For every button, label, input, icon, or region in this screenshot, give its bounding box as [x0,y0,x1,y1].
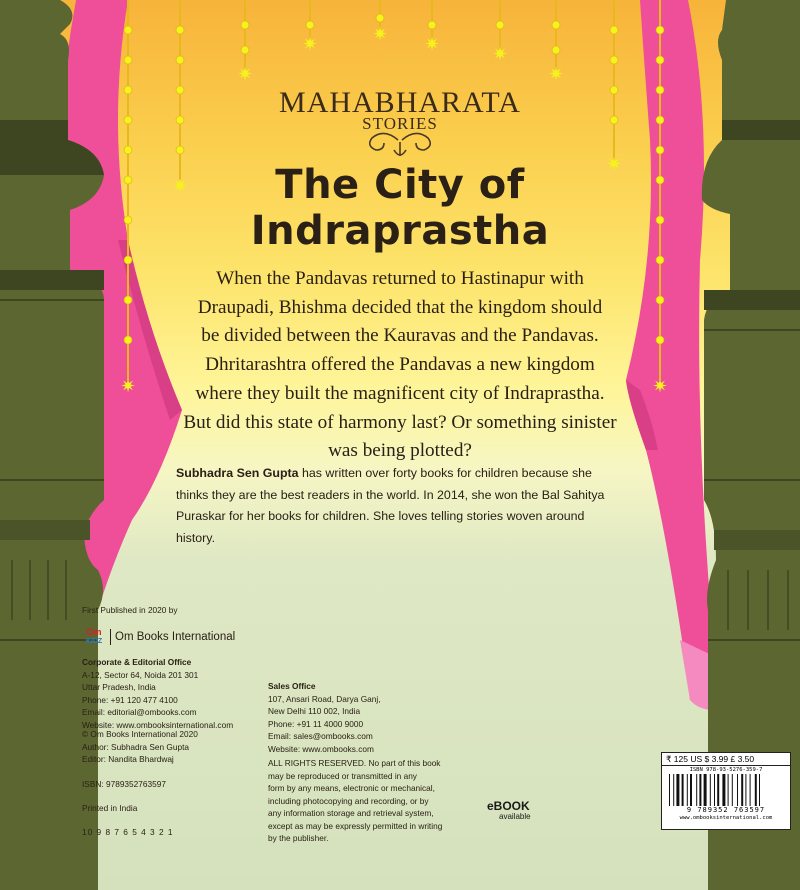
office-heading: Corporate & Editorial Office [82,657,192,667]
svg-text:✷: ✷ [548,64,564,85]
office-line: A-12, Sector 64, Noida 201 301 [82,669,199,680]
barcode-bar [745,774,746,806]
barcode-bar [673,774,674,806]
barcode-box [661,752,791,830]
barcode-bar [714,774,715,806]
author-name: Subhadra Sen Gupta [176,466,299,480]
copyright: © Om Books International 2020 [82,729,198,739]
publisher-name: Om Books International [115,631,236,643]
price-row: ₹ 125 US $ 3.99 £ 3.50 [662,753,790,766]
svg-text:✷: ✷ [237,64,253,85]
sales-office [268,680,381,755]
office-line: Website: www.ombooksinternational.com [82,719,234,730]
svg-text:✷: ✷ [424,34,440,55]
book-title-line2: Indraprastha [250,208,550,254]
barcode-bar [717,774,719,806]
barcode-bar [690,774,692,806]
blurb-line: When the Pandavas returned to Hastinapur with [216,268,584,289]
logo-kidz: KIDZ [85,638,103,645]
barcode-bar [696,774,697,806]
blurb [160,265,640,466]
rights-line: may be reproduced or transmitted in any [268,770,417,781]
series-subtitle: STORIES [362,114,438,133]
svg-text:✷: ✷ [172,176,188,197]
barcode-digits: 9 789352 763597 [686,806,766,814]
blurb-line: be divided between the Kauravas and the Pandavas. [201,325,599,347]
barcode-bar [682,774,684,806]
blurb-line: Draupadi, Bhishma decided that the kingdom should [197,296,603,318]
sales-line: New Delhi 110 002, India [268,706,361,716]
logo-divider [110,629,111,645]
svg-text:✷: ✷ [606,154,622,175]
barcode-bar [676,774,679,806]
editor-credit: Editor: Nandita Bhardwaj [82,754,174,764]
barcode-bar [759,774,760,806]
office-line: Uttar Pradesh, India [82,682,156,692]
sales-heading: Sales Office [268,681,316,691]
barcode-bar [741,774,743,806]
barcode-bar [669,774,670,806]
barcode-bar [704,774,707,806]
credits [82,728,198,766]
ornament-flourish [370,133,431,156]
publisher-logo [82,628,235,646]
blurb-line: was being plotted? [328,440,472,462]
print-run: 10 9 8 7 6 5 4 3 2 1 [82,827,174,837]
barcode-bar [750,774,751,806]
rights-line: including photocopying and recording, or by [268,795,429,806]
author-credit: Author: Subhadra Sen Gupta [82,741,190,752]
rights-line: by the publisher. [268,833,329,843]
rights-line: ALL RIGHTS RESERVED. No part of this book [268,758,441,768]
barcode-bar [710,774,711,806]
office-line: Phone: +91 120 477 4100 [82,694,178,705]
barcode-bar [699,774,701,806]
barcode-bar [687,774,688,806]
rights-notice [268,757,442,845]
ebook-label: eBOOK [487,799,530,813]
barcode-url: www.ombooksinternational.com [679,815,773,821]
logo-om: Om [86,627,102,637]
svg-text:✷: ✷ [652,376,668,397]
svg-text:✷: ✷ [120,376,136,397]
sales-line: Website: www.ombooks.com [268,743,374,754]
isbn: ISBN: 9789352763597 [82,779,166,789]
ebook-badge [487,800,531,822]
sales-line: Phone: +91 11 4000 9000 [268,718,364,729]
sales-line: 107, Ansari Road, Darya Ganj, [268,693,381,704]
blurb-line: where they built the magnificent city of Indraprastha. [195,382,605,404]
book-title-line1: The City of [275,162,525,208]
svg-text:✷: ✷ [372,24,388,45]
blurb-line: Dhritarashtra offered the Pandavas a new kingdom [205,354,595,376]
first-published: First Published in 2020 by [82,605,178,615]
ebook-sub: available [499,812,531,821]
barcode-bar [737,774,738,806]
svg-text:✷: ✷ [302,34,318,55]
rights-line: any information storage and retrieval system, [268,808,434,818]
author-bio [176,463,626,549]
office-line: Email: editorial@ombooks.com [82,707,197,717]
barcode-isbn: ISBN 978-93-5276-359-7 [689,767,763,773]
barcode-bar [732,774,733,806]
blurb-line: But did this state of harmony last? Or something sinister [183,411,617,433]
corporate-office [82,656,233,731]
svg-text:✷: ✷ [492,44,508,65]
om-kidz-logo [82,628,106,646]
rights-line: except as may be expressly permitted in writing [268,820,443,831]
bio-text: has written over forty books for children because she thinks they are the best readers in the world. In 2014, she won the Bal Sahitya Puraskar for her books for children. She loves telling stories woven around history. [176,466,605,545]
sales-line: Email: sales@ombooks.com [268,731,373,741]
barcode-bar [755,774,757,806]
barcode-bar [728,774,729,806]
series-title: MAHABHARATA [279,86,521,119]
rights-line: form by any means, electronic or mechanical, [268,783,435,793]
barcode-bar [722,774,725,806]
barcode-image [667,774,785,806]
printed-in: Printed in India [82,803,138,813]
